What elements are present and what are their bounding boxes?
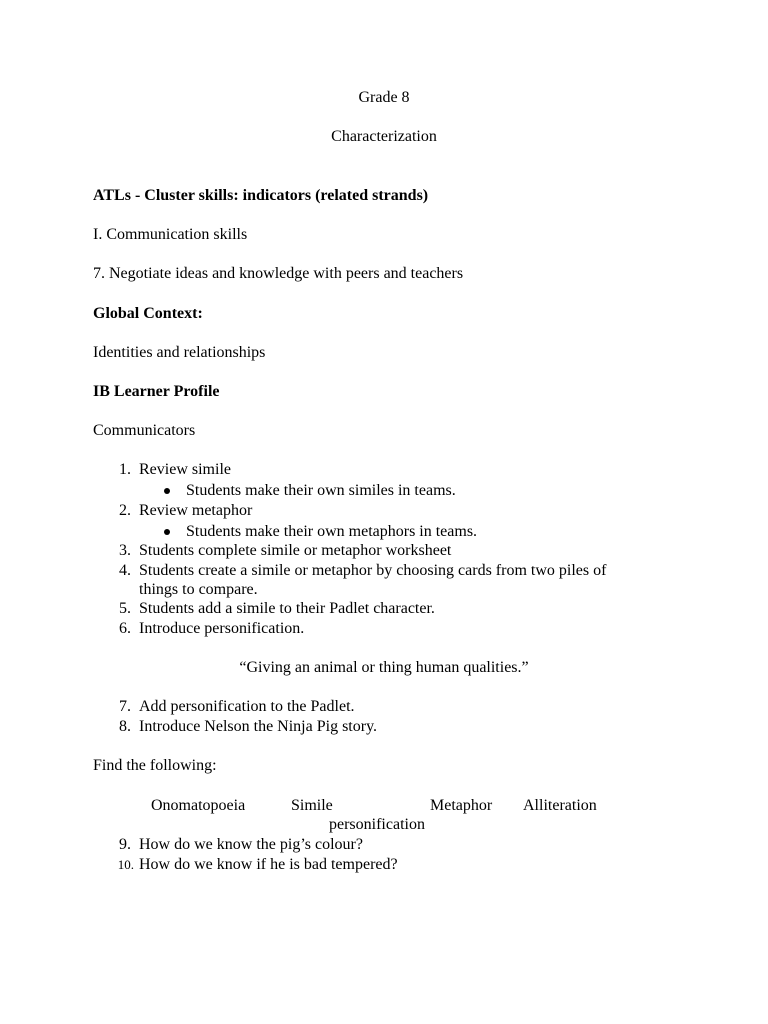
grade-title: Grade 8 <box>358 89 410 106</box>
atls-indicator: 7. Negotiate ideas and knowledge with peers and teachers <box>93 265 464 282</box>
sub-list-item-text: Students make their own similes in teams. <box>186 482 456 499</box>
topic-title: Characterization <box>331 128 437 145</box>
global-context-heading: Global Context: <box>93 305 203 322</box>
term-onomatopoeia: Onomatopoeia <box>151 797 246 814</box>
list-item-text: Introduce Nelson the Ninja Pig story. <box>139 718 378 735</box>
term-metaphor: Metaphor <box>430 797 493 814</box>
term-simile: Simile <box>291 797 333 814</box>
bullet-icon <box>163 481 171 500</box>
list-item-text: Introduce personification. <box>139 620 305 637</box>
list-item-continuation: things to compare. <box>139 581 258 598</box>
list-number: 5. <box>119 600 131 617</box>
sub-list-item-text: Students make their own metaphors in teams. <box>186 523 478 540</box>
question-text: How do we know the pig’s colour? <box>139 836 363 853</box>
atls-skill: I. Communication skills <box>93 226 248 243</box>
list-item-text: Review metaphor <box>139 502 253 519</box>
list-item-text: Students complete simile or metaphor worksheet <box>139 542 452 559</box>
list-item-text: Add personification to the Padlet. <box>139 698 355 715</box>
list-item-text: Students add a simile to their Padlet character. <box>139 600 435 617</box>
list-number: 9. <box>119 836 131 853</box>
atls-heading: ATLs - Cluster skills: indicators (related strands) <box>93 187 429 204</box>
find-heading: Find the following: <box>93 757 217 774</box>
list-number: 10. <box>117 857 134 872</box>
learner-profile-heading: IB Learner Profile <box>93 383 220 400</box>
learner-profile-value: Communicators <box>93 422 196 439</box>
list-item-text: Students create a simile or metaphor by choosing cards from two piles of <box>139 562 607 579</box>
list-number: 8. <box>119 718 131 735</box>
list-number: 6. <box>119 620 131 637</box>
term-personification: personification <box>329 816 425 833</box>
list-number: 4. <box>119 562 131 579</box>
list-number: 7. <box>119 698 131 715</box>
question-text: How do we know if he is bad tempered? <box>139 856 398 873</box>
list-number: 1. <box>119 461 131 478</box>
global-context-value: Identities and relationships <box>93 344 266 361</box>
personification-definition: “Giving an animal or thing human qualities.” <box>239 659 529 676</box>
bullet-icon <box>163 522 171 541</box>
term-alliteration: Alliteration <box>523 797 597 814</box>
list-number: 2. <box>119 502 131 519</box>
list-number: 3. <box>119 542 131 559</box>
list-item-text: Review simile <box>139 461 231 478</box>
